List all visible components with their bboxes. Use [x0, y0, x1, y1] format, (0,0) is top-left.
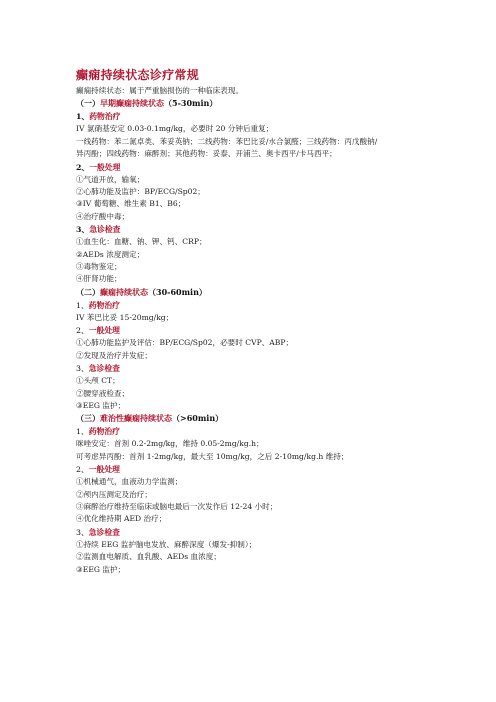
phase1-care-item: ②心肺功能及监护：BP/ECG/Sp02； — [76, 187, 205, 197]
phase2-s1-num: 1、 — [76, 300, 89, 310]
document-title: 癫痫持续状态诊疗常规 — [76, 68, 200, 82]
phase2-drug-heading — [76, 299, 436, 312]
phase2-care-item: ①心肺功能监护及评估：BP/ECG/Sp02，必要时 CVP、ABP； — [76, 338, 294, 348]
phase1-care-item: ③IV 葡萄糖、维生素 B1、B6； — [76, 199, 186, 209]
phase1-care-item: ①气道开放，输氧； — [76, 174, 145, 184]
phase1-suffix: （5-30min） — [164, 98, 218, 109]
phase1-test-item: ②AEDs 浓度测定； — [76, 249, 145, 259]
phase1-s2-title: 一般处理 — [89, 162, 121, 172]
phase3-s3-num: 3、 — [76, 527, 89, 537]
phase2-s2-title: 一般处理 — [88, 326, 120, 336]
phase3-s2-num: 2、 — [76, 465, 89, 475]
phase3-heading — [76, 412, 436, 425]
phase3-care-heading — [76, 463, 436, 476]
phase2-drug-line-1: IV 苯巴比妥 15-20mg/kg； — [76, 312, 174, 322]
phase3-suffix: （>60min） — [172, 413, 224, 424]
phase2-s1-title: 药物治疗 — [88, 300, 120, 310]
phase3-care-item: ②颅内压测定及治疗； — [76, 489, 152, 499]
phase3-care-item: ①机械通气，血液动力学监测； — [76, 477, 183, 487]
intro-text: 癫痫持续状态：属于严重脑损伤的一种临床表现。 — [76, 86, 244, 95]
phase3-s1-title: 药物治疗 — [88, 427, 120, 437]
phase1-prefix: （一） — [76, 98, 100, 109]
phase1-tests-heading — [76, 223, 436, 236]
phase1-s2-num: 2、 — [76, 162, 90, 172]
phase3-prefix: （三） — [76, 413, 100, 424]
phase2-care-heading — [76, 324, 436, 337]
phase1-s3-title: 急诊检查 — [89, 225, 121, 235]
phase3-care-item: ③麻醉治疗维持至临床或脑电最后一次发作后 12-24 小时； — [76, 501, 278, 511]
phase2-care-item: ②发现及治疗并发症； — [76, 350, 152, 360]
phase1-drug-line-3: 异丙酚；四线药物：麻醉剂；其他药物：妥泰、开浦兰、奥卡西平/卡马西平； — [76, 149, 337, 159]
phase1-s1-title: 药物治疗 — [89, 112, 121, 122]
phase1-heading — [76, 97, 436, 110]
phase1-drug-line-1: IV 氯硝基安定 0.03-0.1mg/kg，必要时 20 分钟后重复； — [76, 124, 274, 134]
phase3-test-item: ①持续 EEG 监护脑电发放、麻醉深度（爆发-抑制）； — [76, 539, 257, 549]
phase3-s3-title: 急诊检查 — [88, 527, 120, 537]
phase1-care-item: ④治疗酸中毒； — [76, 211, 130, 221]
phase3-drug-line-2: 可考虑异丙酚：首剂 1-2mg/kg，最大至 10mg/kg，之后 2-10mg/kg.h 维持； — [76, 451, 349, 461]
phase1-s3-num: 3、 — [76, 225, 90, 235]
phase1-s1-num: 1、 — [76, 112, 90, 122]
phase2-test-item: ②腰穿液检查； — [76, 388, 130, 398]
phase2-s3-title: 急诊检查 — [88, 364, 120, 374]
phase3-tests-heading — [76, 526, 436, 539]
phase2-test-item: ③EEG 监护； — [76, 400, 126, 410]
document-body — [76, 66, 436, 576]
phase1-title: 早期癫痫持续状态 — [100, 98, 164, 109]
phase1-drug-line-2: 一线药物：苯二氮卓类、苯妥英钠；二线药物：苯巴比妥/水合氯醛；三线药物：丙戊酸钠/ — [76, 136, 378, 146]
phase1-test-item: ①血生化：血糖、钠、钾、钙、CRP； — [76, 237, 207, 247]
phase3-test-item: ②监测血电解质、血乳酸、AEDs 血浓度； — [76, 552, 221, 562]
phase3-drug-heading — [76, 425, 436, 438]
phase1-test-item: ③毒物鉴定； — [76, 262, 122, 272]
phase2-tests-heading — [76, 362, 436, 375]
phase3-s2-title: 一般处理 — [88, 465, 120, 475]
phase2-s2-num: 2、 — [76, 326, 89, 336]
phase1-drug-heading — [76, 110, 436, 123]
phase3-drug-line-1: 咪唑安定：首剂 0.2-2mg/kg，维持 0.05-2mg/kg.h； — [76, 439, 264, 449]
phase3-s1-num: 1、 — [76, 427, 89, 437]
phase1-care-heading — [76, 161, 436, 174]
phase3-test-item: ③EEG 监护； — [76, 564, 126, 574]
phase2-s3-num: 3、 — [76, 364, 89, 374]
phase3-title: 难治性癫痫持续状态 — [100, 413, 172, 424]
phase2-heading — [76, 286, 436, 299]
phase2-prefix: （二） — [76, 286, 100, 297]
phase2-suffix: （30-60min） — [148, 286, 207, 297]
phase1-test-item: ④肝肾功能； — [76, 274, 122, 284]
phase2-title: 癫痫持续状态 — [100, 286, 148, 297]
phase3-care-item: ④优化维持期 AED 治疗； — [76, 514, 167, 524]
phase2-test-item: ①头颅 CT； — [76, 376, 120, 386]
